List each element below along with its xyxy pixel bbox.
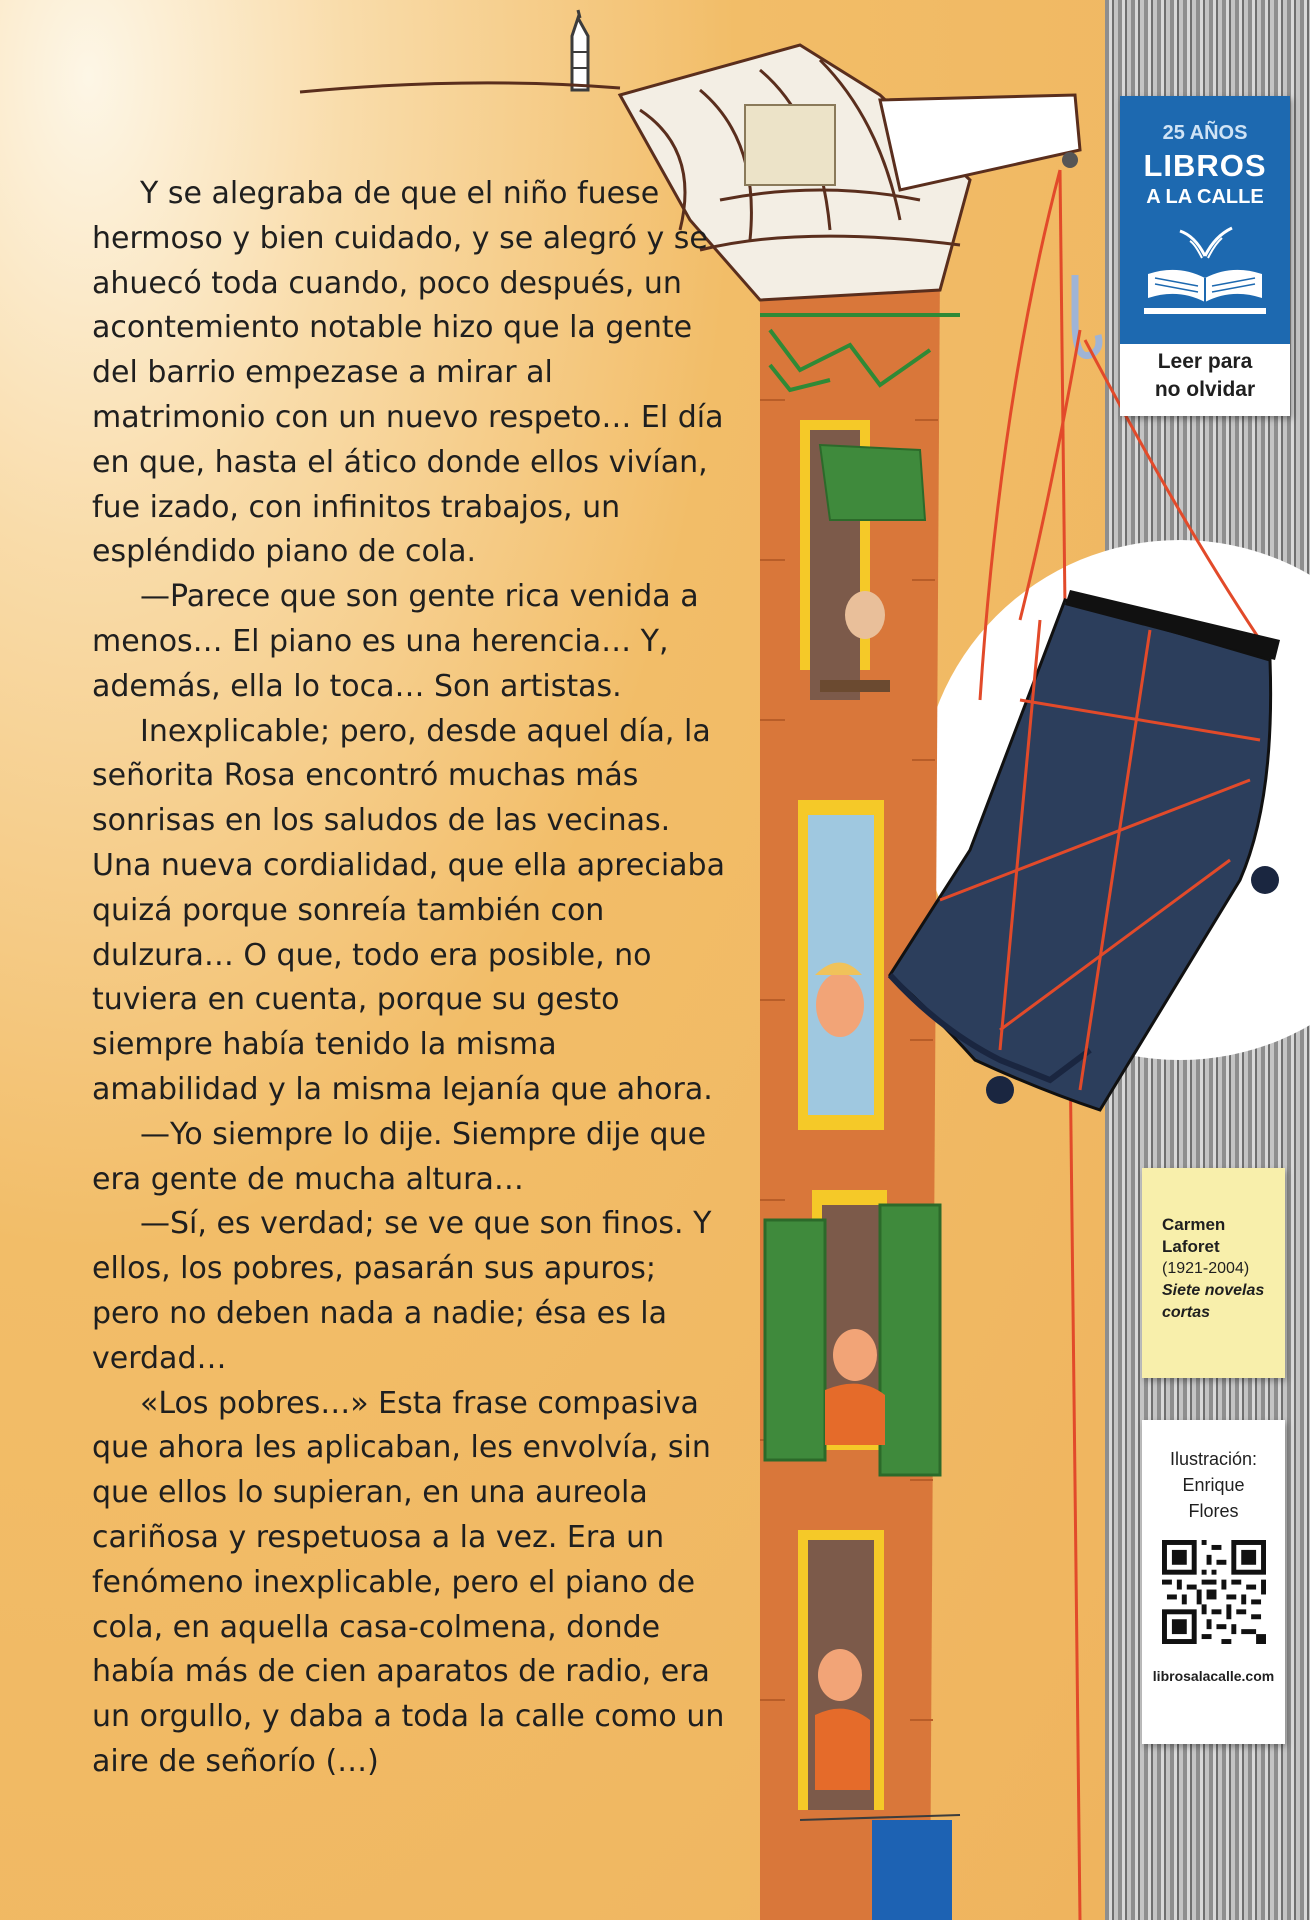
author-dates: (1921-2004) bbox=[1162, 1260, 1250, 1277]
grand-piano bbox=[890, 590, 1280, 1110]
anniversary-badge bbox=[1120, 96, 1290, 416]
window-2 bbox=[798, 800, 884, 1130]
pulley bbox=[1062, 152, 1078, 168]
badge-anniversary: 25 AÑOS bbox=[1162, 122, 1248, 144]
author-first-name: Carmen bbox=[1162, 1215, 1226, 1234]
badge-blue-panel bbox=[1120, 96, 1290, 344]
paragraph-2: —Parece que son gente rica venida a menos… El piano es una herencia… Y, además, ella lo toca… Son artistas. bbox=[92, 579, 699, 704]
story-text bbox=[92, 172, 732, 1785]
website-link[interactable]: librosalacalle.com bbox=[1152, 1668, 1275, 1684]
qr-code-icon[interactable] bbox=[1162, 1540, 1266, 1644]
paragraph-1: Y se alegraba de que el niño fuese hermoso y bien cuidado, y se alegró y se ahuecó toda cuando, poco después, un acontemiento notable hizo que la gente del barrio empezase a mirar al matrimonio con un nuevo respeto… El día en que, hasta el ático donde ellos vivían, fue izado, con infinitos trabajos, un espléndido piano de cola. bbox=[92, 176, 724, 570]
open-book-icon bbox=[1140, 226, 1270, 326]
credit-label-1: Ilustración: bbox=[1169, 1449, 1258, 1469]
work-title: Siete novelas cortas bbox=[1162, 1282, 1265, 1321]
window-3 bbox=[765, 1190, 940, 1475]
author-name bbox=[1162, 1214, 1282, 1258]
author-card bbox=[1142, 1168, 1285, 1378]
chimney-antenna bbox=[572, 10, 588, 90]
badge-motto-line-1: Leer para bbox=[1157, 350, 1253, 373]
crane-arm bbox=[880, 95, 1080, 190]
badge-motto-line-2: no olvidar bbox=[1154, 378, 1256, 401]
badge-brand: LIBROS bbox=[1143, 148, 1267, 183]
paragraph-4: —Yo siempre lo dije. Siempre dije que era gente de mucha altura… bbox=[92, 1116, 707, 1197]
credit-label-3: Flores bbox=[1188, 1501, 1239, 1521]
badge-brand-sub: A LA CALLE bbox=[1146, 186, 1264, 208]
paragraph-5: —Sí, es verdad; se ve que son finos. Y ellos, los pobres, pasarán sus apuros; pero no deben nada a nadie; ésa es la verdad… bbox=[92, 1206, 712, 1376]
credit-card bbox=[1142, 1420, 1285, 1744]
badge-motto bbox=[1120, 348, 1290, 404]
author-last-name: Laforet bbox=[1162, 1237, 1220, 1256]
illustration-credit bbox=[1142, 1446, 1285, 1524]
paragraph-3: Inexplicable; pero, desde aquel día, la señorita Rosa encontró muchas más sonrisas en los saludos de las vecinas. Una nueva cordialidad, que ella apreciaba quizá porque sonreía también con dulzura… O que, todo era posible, no tuviera en cuenta, porque su gesto siempre había tenido la misma amabilidad y la misma lejanía que ahora. bbox=[92, 713, 725, 1107]
paragraph-6: «Los pobres…» Esta frase compasiva que ahora les aplicaban, les envolvía, sin que ellos lo supieran, en una aureola cariñosa y respetuosa a la vez. Era un fenómeno inexplicable, pero el piano de cola, en aquella casa-colmena, donde había más de cien aparatos de radio, era un orgullo, y daba a toda la calle como un aire de señorío (…) bbox=[92, 1385, 725, 1779]
credit-label-2: Enrique bbox=[1182, 1475, 1245, 1495]
